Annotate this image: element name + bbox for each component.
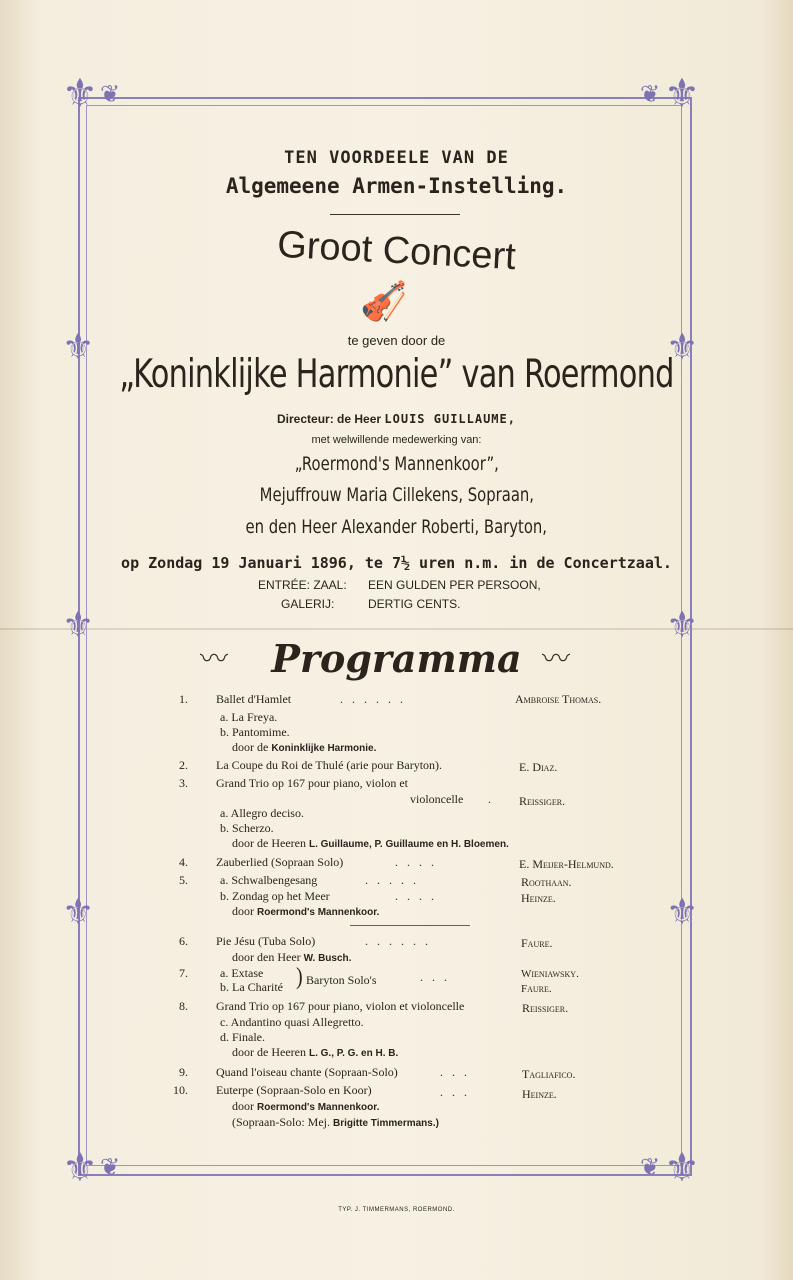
flourish-right-icon: 〰 xyxy=(542,642,571,675)
performer-baritone-text: en den Heer Alexander Roberti, Baryton, xyxy=(245,516,548,538)
item-composer: E. Diaz. xyxy=(519,760,558,774)
leader-dots: ..... xyxy=(365,873,425,887)
item-title: Grand Trio op 167 pour piano, violon et violoncelle xyxy=(216,999,465,1013)
item-composer: E. Meijer-Helmund. xyxy=(519,857,614,871)
item-composer: Reissiger. xyxy=(522,1001,569,1015)
item-performers xyxy=(232,1045,398,1060)
given-by-line: te geven door de xyxy=(347,333,446,348)
fleur-de-lis-icon: ⚜ xyxy=(664,71,700,117)
item-composer: Heinze. xyxy=(521,891,556,905)
leader-dots: ... xyxy=(420,970,456,984)
item-performers xyxy=(232,950,351,965)
printer-credit: TYP. J. TIMMERMANS, ROERMOND. xyxy=(338,1207,455,1213)
item-performers xyxy=(232,836,509,851)
instruments-vignette-icon: 🎻 xyxy=(360,279,408,323)
fleur-de-lis-icon: ⚜ xyxy=(62,892,95,933)
by-prefix: door den Heer xyxy=(232,950,301,964)
by-name: L. Guillaume, P. Guillaume en H. Bloemen. xyxy=(308,839,509,850)
fleur-de-lis-icon: ⚜ xyxy=(62,605,95,646)
date-line: op Zondag 19 Januari 1896, te 7½ uren n.m. in de Concertzaal. xyxy=(121,554,672,572)
item-title: Grand Trio op 167 pour piano, violon et xyxy=(216,776,408,790)
item-title: Baryton Solo's xyxy=(306,973,377,987)
item-title: Euterpe (Sopraan-Solo en Koor) xyxy=(216,1083,372,1097)
performer-soprano-text: Mejuffrouw Maria Cillekens, Sopraan, xyxy=(259,484,534,506)
item-part: a. Extase xyxy=(220,966,264,980)
item-title: Quand l'oiseau chante (Sopraan-Solo) xyxy=(216,1065,398,1079)
entree-label: ENTRÉE: ZAAL: xyxy=(258,578,347,592)
benefit-line: TEN VOORDEELE VAN DE xyxy=(284,148,509,168)
by-prefix: door de Heeren xyxy=(232,836,306,850)
performer-baritone xyxy=(0,516,793,538)
by-name: Roermond's Mannenkoor. xyxy=(257,907,380,918)
galerij-price: DERTIG CENTS. xyxy=(368,597,461,611)
fleur-de-lis-icon: ⚜ xyxy=(62,71,98,117)
fleur-de-lis-icon: ⚜ xyxy=(666,892,699,933)
item-number: 1. xyxy=(179,692,188,706)
item-composer: Faure. xyxy=(521,936,553,950)
item-part: a. Allegro deciso. xyxy=(220,806,304,820)
fleur-de-lis-icon: ⚜ xyxy=(62,327,95,368)
by-prefix: door xyxy=(232,904,254,918)
item-part: b. Scherzo. xyxy=(220,821,274,835)
scroll-ornament-icon: ❦ xyxy=(640,80,661,108)
item-number: 8. xyxy=(179,999,188,1013)
item-number: 2. xyxy=(179,758,188,772)
by-prefix: door xyxy=(232,1099,254,1113)
director-prefix: Directeur: de Heer xyxy=(277,412,382,426)
item-title: Pie Jésu (Tuba Solo) xyxy=(216,934,316,948)
item-performers xyxy=(232,740,376,755)
leader-dots: ... xyxy=(440,1085,476,1099)
item-part: a. Schwalbengesang xyxy=(220,873,318,887)
fleur-de-lis-icon: ⚜ xyxy=(664,1145,700,1191)
leader-dots: ... xyxy=(440,1065,476,1079)
flourish-left-icon: 〰 xyxy=(200,642,229,675)
item-composer: Tagliafico. xyxy=(522,1067,576,1081)
fleur-de-lis-icon: ⚜ xyxy=(666,327,699,368)
item-part: b. La Charité xyxy=(220,980,283,994)
item-number: 6. xyxy=(179,934,188,948)
by-name: L. G., P. G. en H. B. xyxy=(308,1048,399,1059)
item-title: Zauberlied (Sopraan Solo) xyxy=(216,855,344,869)
by-name: Koninklijke Harmonie. xyxy=(271,743,377,754)
director-name: LOUIS GUILLAUME, xyxy=(384,412,516,426)
galerij-label: GALERIJ: xyxy=(281,597,335,611)
fleur-de-lis-icon: ⚜ xyxy=(666,605,699,646)
item-title-cont: violoncelle xyxy=(410,792,464,806)
item-composer: Heinze. xyxy=(522,1087,557,1101)
item-part: c. Andantino quasi Allegretto. xyxy=(220,1015,364,1029)
leader-dots: ...... xyxy=(340,692,412,706)
item-composer: Roothaan. xyxy=(521,875,572,889)
item-composer: Faure. xyxy=(521,983,552,995)
director-line xyxy=(0,412,793,426)
ensemble-name xyxy=(0,352,793,397)
item-number: 9. xyxy=(179,1065,188,1079)
item-part: a. La Freya. xyxy=(220,710,278,724)
item-number: 7. xyxy=(179,966,188,980)
fleur-de-lis-icon: ⚜ xyxy=(62,1145,98,1191)
item-part: b. Zondag op het Meer xyxy=(220,889,330,903)
performer-soprano xyxy=(0,484,793,506)
item-part: d. Finale. xyxy=(220,1030,265,1044)
program-heading: Programma xyxy=(271,636,522,681)
item-composer: Wieniawsky. xyxy=(521,968,579,980)
scroll-ornament-icon: ❦ xyxy=(100,80,121,108)
item-composer: Ambroise Thomas. xyxy=(515,692,602,706)
by-name: Roermond's Mannenkoor. xyxy=(257,1102,380,1113)
item-performers xyxy=(232,904,379,919)
item-number: 10. xyxy=(173,1083,188,1097)
note-name: Brigitte Timmermans.) xyxy=(333,1118,439,1129)
leader-dots: .... xyxy=(395,889,443,903)
scroll-ornament-icon: ❦ xyxy=(100,1153,121,1181)
by-name: W. Busch. xyxy=(303,953,352,964)
performer-choir xyxy=(0,453,793,475)
leader-dots: ...... xyxy=(365,934,437,948)
institution-name: Algemeene Armen-Instelling. xyxy=(225,174,568,198)
item-composer: Reissiger. xyxy=(519,794,566,808)
by-prefix: door de xyxy=(232,740,269,754)
divider xyxy=(350,925,470,926)
leader-dots: . xyxy=(488,792,491,806)
cooperation-line: met welwillende medewerking van: xyxy=(311,434,482,446)
scroll-ornament-icon: ❦ xyxy=(640,1153,661,1181)
item-performers xyxy=(232,1099,379,1114)
performer-choir-text: „Roermond's Mannenkoor”, xyxy=(294,453,499,475)
item-part: b. Pantomime. xyxy=(220,725,290,739)
brace: ) xyxy=(296,963,303,991)
item-number: 5. xyxy=(179,873,188,887)
item-title: Ballet d'Hamlet xyxy=(216,692,292,706)
concert-title: Groot Concert xyxy=(276,223,517,279)
leader-dots: .... xyxy=(395,855,443,869)
entree-price: EEN GULDEN PER PERSOON, xyxy=(368,578,541,592)
ensemble-name-text: „Koninklijke Harmonie” van Roermond xyxy=(119,352,674,397)
item-title: La Coupe du Roi de Thulé (arie pour Baryton). xyxy=(216,758,443,772)
item-number: 4. xyxy=(179,855,188,869)
by-prefix: door de Heeren xyxy=(232,1045,306,1059)
item-number: 3. xyxy=(179,776,188,790)
note-prefix: (Sopraan-Solo: Mej. xyxy=(232,1115,330,1129)
item-note xyxy=(232,1115,439,1130)
divider xyxy=(330,214,460,215)
